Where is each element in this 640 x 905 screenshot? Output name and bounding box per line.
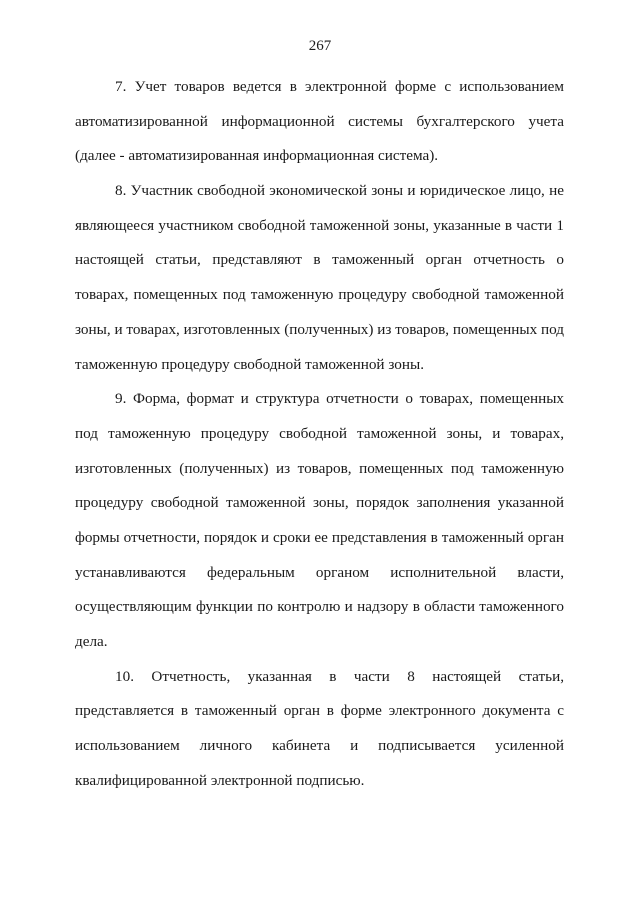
paragraph-line: являющееся участником свободной таможенной зоны, указанные в части 1 bbox=[75, 216, 564, 234]
paragraph-line: осуществляющим функции по контролю и надзору в области таможенного bbox=[75, 598, 564, 616]
paragraph-line: 7. Учет товаров ведется в электронной форме с использованием bbox=[115, 78, 564, 95]
paragraph-8 bbox=[75, 174, 564, 382]
paragraph-line: процедуру свободной таможенной зоны, порядок заполнения указанной bbox=[75, 494, 564, 512]
paragraph-line: под таможенную процедуру свободной таможенной зоны, и товарах, bbox=[75, 424, 564, 442]
paragraph-line: устанавливаются федеральным органом исполнительной власти, bbox=[75, 563, 564, 581]
paragraph-line: 10. Отчетность, указанная в части 8 настоящей статьи, bbox=[115, 667, 564, 685]
paragraph-line: представляется в таможенный орган в форме электронного документа с bbox=[75, 702, 564, 720]
paragraph-line: 8. Участник свободной экономической зоны и юридическое лицо, не bbox=[115, 182, 564, 200]
document-body bbox=[75, 70, 564, 798]
paragraph-line: 9. Форма, формат и структура отчетности о товарах, помещенных bbox=[115, 390, 564, 408]
paragraph-7 bbox=[75, 70, 564, 174]
paragraph-9 bbox=[75, 382, 564, 660]
paragraph-10 bbox=[75, 660, 564, 799]
paragraph-line: изготовленных (полученных) из товаров, помещенных под таможенную bbox=[75, 459, 564, 477]
page-number: 267 bbox=[308, 38, 332, 54]
paragraph-line: квалифицированной электронной подписью. bbox=[75, 771, 365, 789]
paragraph-line: настоящей статьи, представляют в таможенный орган отчетность о bbox=[75, 251, 564, 269]
paragraph-line: формы отчетности, порядок и сроки ее представления в таможенный орган bbox=[75, 528, 564, 546]
paragraph-line: товарах, помещенных под таможенную процедуру свободной таможенной bbox=[75, 286, 564, 304]
paragraph-line: зоны, и товарах, изготовленных (полученных) из товаров, помещенных под bbox=[75, 320, 564, 338]
paragraph-line: (далее - автоматизированная информационная система). bbox=[75, 147, 439, 165]
paragraph-line: использованием личного кабинета и подписывается усиленной bbox=[75, 737, 564, 755]
paragraph-line: таможенную процедуру свободной таможенной зоны. bbox=[75, 355, 424, 373]
paragraph-line: дела. bbox=[75, 633, 108, 650]
paragraph-line: автоматизированной информационной системы бухгалтерского учета bbox=[75, 112, 564, 130]
